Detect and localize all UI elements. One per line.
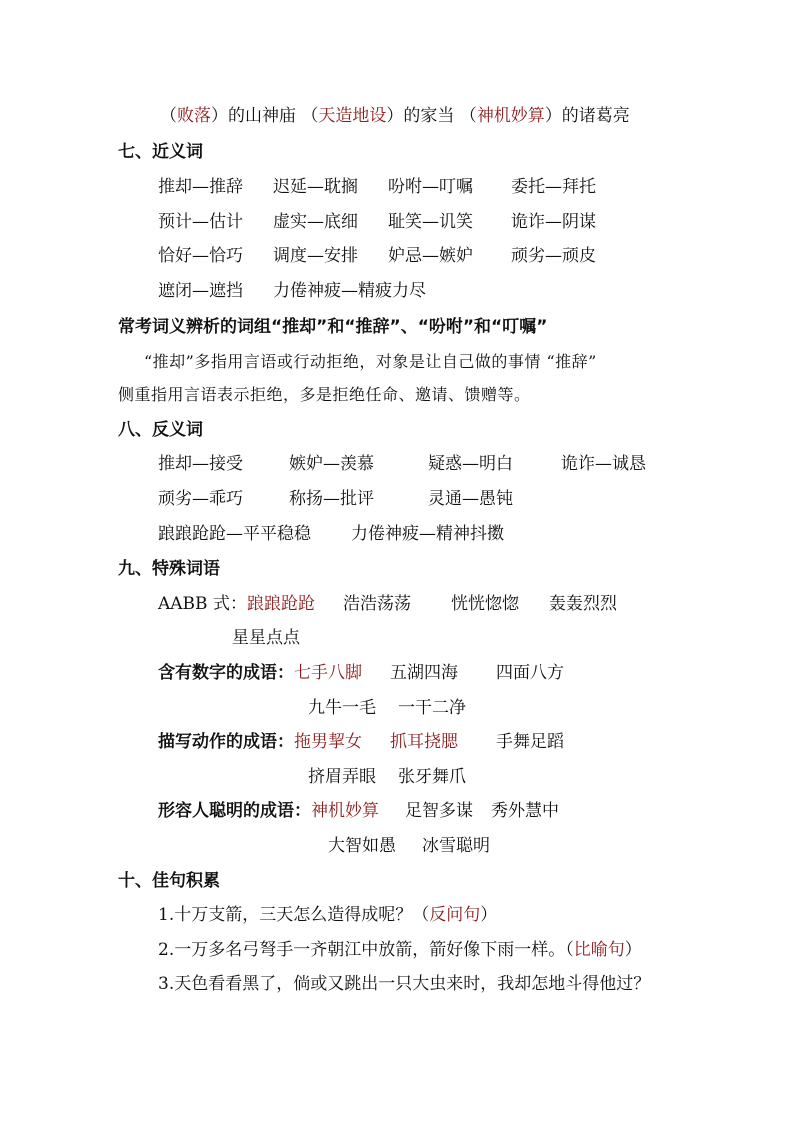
aabb-row-2: 星星点点 [232,628,300,648]
word-pair: 称扬—批评 [289,489,374,509]
word-pair: 诡诈—诚恳 [561,454,646,474]
note-title: 常考词义辨析的词组“推却”和“推辞”、“吩咐”和“叮嘱” [118,317,548,337]
word-pair: 恰好—恰巧 [158,246,243,266]
highlight-word: 神机妙算 [476,106,545,126]
word-pair: 顽劣—顽皮 [511,246,596,266]
paren: （ [160,106,177,126]
word-pair: 虚实—底细 [273,212,358,232]
highlight-word: 神机妙算 [311,801,379,821]
antonym-row [158,522,504,546]
highlight-word: 败落 [177,106,211,126]
idiom: 一干二净 [398,698,466,718]
word-pair: 顽劣—乖巧 [158,489,243,509]
idiom: 九牛一毛 [308,698,376,718]
highlight-word: 七手八脚 [294,663,362,683]
number-idiom-row-2 [308,696,466,720]
action-idiom-row [158,730,564,754]
sentence-type: 反问句 [429,905,481,925]
category-label: 描写动作的成语： [158,732,294,752]
highlight-word: 拖男挈女 [294,732,362,752]
word-pair: 嫉妒—羡慕 [289,454,374,474]
idiom: 挤眉弄眼 [308,767,376,787]
antonym-row [158,487,513,511]
sentence-1 [158,903,497,927]
intro-line [160,104,630,128]
text-fragment: ）的家当 （ [386,106,477,126]
paren: ） [624,940,642,960]
text-fragment: ）的诸葛亮 [544,106,630,126]
text-fragment: ）的山神庙 （ [211,106,319,126]
sentence-type: 比喻句 [573,940,625,960]
sentence-text: 1.十万支箭，三天怎么造得成呢？（ [158,905,430,925]
word-pair: 预计—估计 [158,212,243,232]
word-pair: 推却—推辞 [158,177,243,197]
category-label: AABB 式： [158,594,247,614]
idiom: 足智多谋 [405,801,473,821]
section-7-title: 七、近义词 [118,142,203,162]
note-line: 侧重指用言语表示拒绝，多是拒绝任命、邀请、馈赠等。 [118,385,531,404]
word-pair: 诡诈—阴谋 [511,212,596,232]
number-idiom-row [158,661,564,685]
highlight-word: 抓耳挠腮 [390,732,458,752]
smart-idiom-row [158,799,559,823]
word-pair: 委托—拜托 [511,177,596,197]
category-label: 含有数字的成语： [158,663,294,683]
idiom: 四面八方 [496,663,564,683]
sentence-2 [158,938,642,962]
section-10-title: 十、佳句积累 [118,871,220,891]
action-idiom-row-2 [308,765,466,789]
idiom: 秀外慧中 [491,801,559,821]
idiom: 恍恍惚惚 [450,594,519,614]
word-pair: 疑惑—明白 [428,454,513,474]
word-pair: 推却—接受 [158,454,243,474]
synonym-row [158,244,596,268]
category-label: 形容人聪明的成语： [158,801,311,821]
idiom: 冰雪聪明 [422,836,490,856]
word-pair: 力倦神疲—精疲力尽 [273,281,426,301]
word-pair: 踉踉跄跄—平平稳稳 [158,524,311,544]
synonym-row [158,279,426,303]
smart-idiom-row-2 [328,834,490,858]
word-pair: 耻笑—讥笑 [388,212,473,232]
word-pair: 遮闭—遮挡 [158,281,243,301]
word-pair: 调度—安排 [273,246,358,266]
word-pair: 灵通—愚钝 [428,489,513,509]
highlight-word: 踉踉跄跄 [246,594,315,614]
sentence-3: 3.天色看看黑了，倘或又跳出一只大虫来时，我却怎地斗得他过？ [158,974,651,994]
idiom: 浩浩荡荡 [342,594,411,614]
synonym-row [158,210,596,234]
note-line: “推却”多指用言语或行动拒绝，对象是让自己做的事情 “推辞” [144,352,597,371]
highlight-word: 天造地设 [318,106,387,126]
section-9-title: 九、特殊词语 [118,559,220,579]
antonym-row [158,452,646,476]
section-8-title: 八、反义词 [118,420,203,440]
idiom: 手舞足蹈 [496,732,564,752]
word-pair: 吩咐—叮嘱 [388,177,473,197]
word-pair: 迟延—耽搁 [273,177,358,197]
idiom: 张牙舞爪 [398,767,466,787]
word-pair: 妒忌—嫉妒 [388,246,473,266]
word-pair: 力倦神疲—精神抖擞 [351,524,504,544]
synonym-row [158,175,596,199]
sentence-text: 2.一万多名弓弩手一齐朝江中放箭，箭好像下雨一样。（ [158,940,574,960]
idiom: 五湖四海 [390,663,458,683]
idiom: 轰轰烈烈 [548,594,617,614]
idiom: 大智如愚 [328,836,396,856]
paren: ） [480,905,498,925]
aabb-row [158,592,617,616]
